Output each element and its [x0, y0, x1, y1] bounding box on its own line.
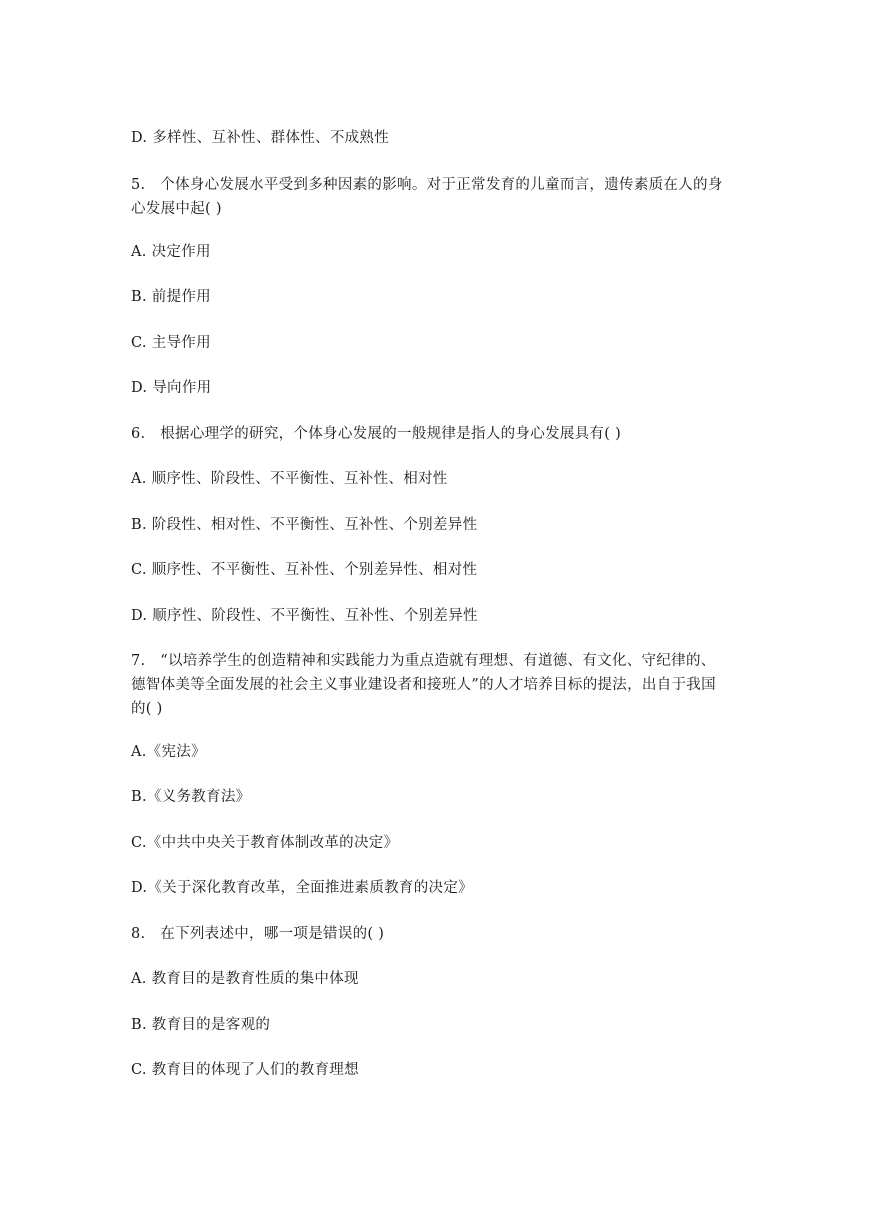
q5-stem-line2: 心发展中起( ) — [131, 201, 222, 217]
q7-option-a: A.《宪法》 — [131, 744, 206, 760]
q6-option-d: D. 顺序性、阶段性、不平衡性、互补性、个别差异性 — [131, 608, 478, 624]
q5-option-b: B. 前提作用 — [131, 289, 211, 305]
document-page — [131, 0, 741, 1228]
q7-option-c: C.《中共中央关于教育体制改革的决定》 — [131, 835, 399, 851]
q8-option-a: A. 教育目的是教育性质的集中体现 — [131, 971, 359, 987]
q6-option-a: A. 顺序性、阶段性、不平衡性、互补性、相对性 — [131, 471, 448, 487]
q8-option-b: B. 教育目的是客观的 — [131, 1017, 271, 1033]
q6-option-b: B. 阶段性、相对性、不平衡性、互补性、个别差异性 — [131, 517, 478, 533]
q5-option-d: D. 导向作用 — [131, 380, 212, 396]
q7-option-b: B.《义务教育法》 — [131, 789, 251, 805]
q4-option-d: D. 多样性、互补性、群体性、不成熟性 — [131, 130, 390, 146]
q7-stem-line2: 德智体美等全面发展的社会主义事业建设者和接班人”的人才培养目标的提法，出自于我国 — [131, 677, 716, 693]
q8-option-c: C. 教育目的体现了人们的教育理想 — [131, 1062, 359, 1078]
q6-option-c: C. 顺序性、不平衡性、互补性、个别差异性、相对性 — [131, 562, 478, 578]
q8-stem: 8. 在下列表述中，哪一项是错误的( ) — [131, 926, 385, 942]
q5-option-a: A. 决定作用 — [131, 244, 211, 260]
q6-stem: 6. 根据心理学的研究，个体身心发展的一般规律是指人的身心发展具有( ) — [131, 426, 622, 442]
q5-stem-line1: 5. 个体身心发展水平受到多种因素的影响。对于正常发育的儿童而言，遗传素质在人的身 — [131, 177, 723, 193]
q7-stem-line1: 7. “以培养学生的创造精神和实践能力为重点造就有理想、有道德、有文化、守纪律的、 — [131, 653, 716, 669]
q7-option-d: D.《关于深化教育改革，全面推进素质教育的决定》 — [131, 880, 473, 896]
q7-stem-line3: 的( ) — [131, 701, 163, 717]
q5-option-c: C. 主导作用 — [131, 335, 211, 351]
